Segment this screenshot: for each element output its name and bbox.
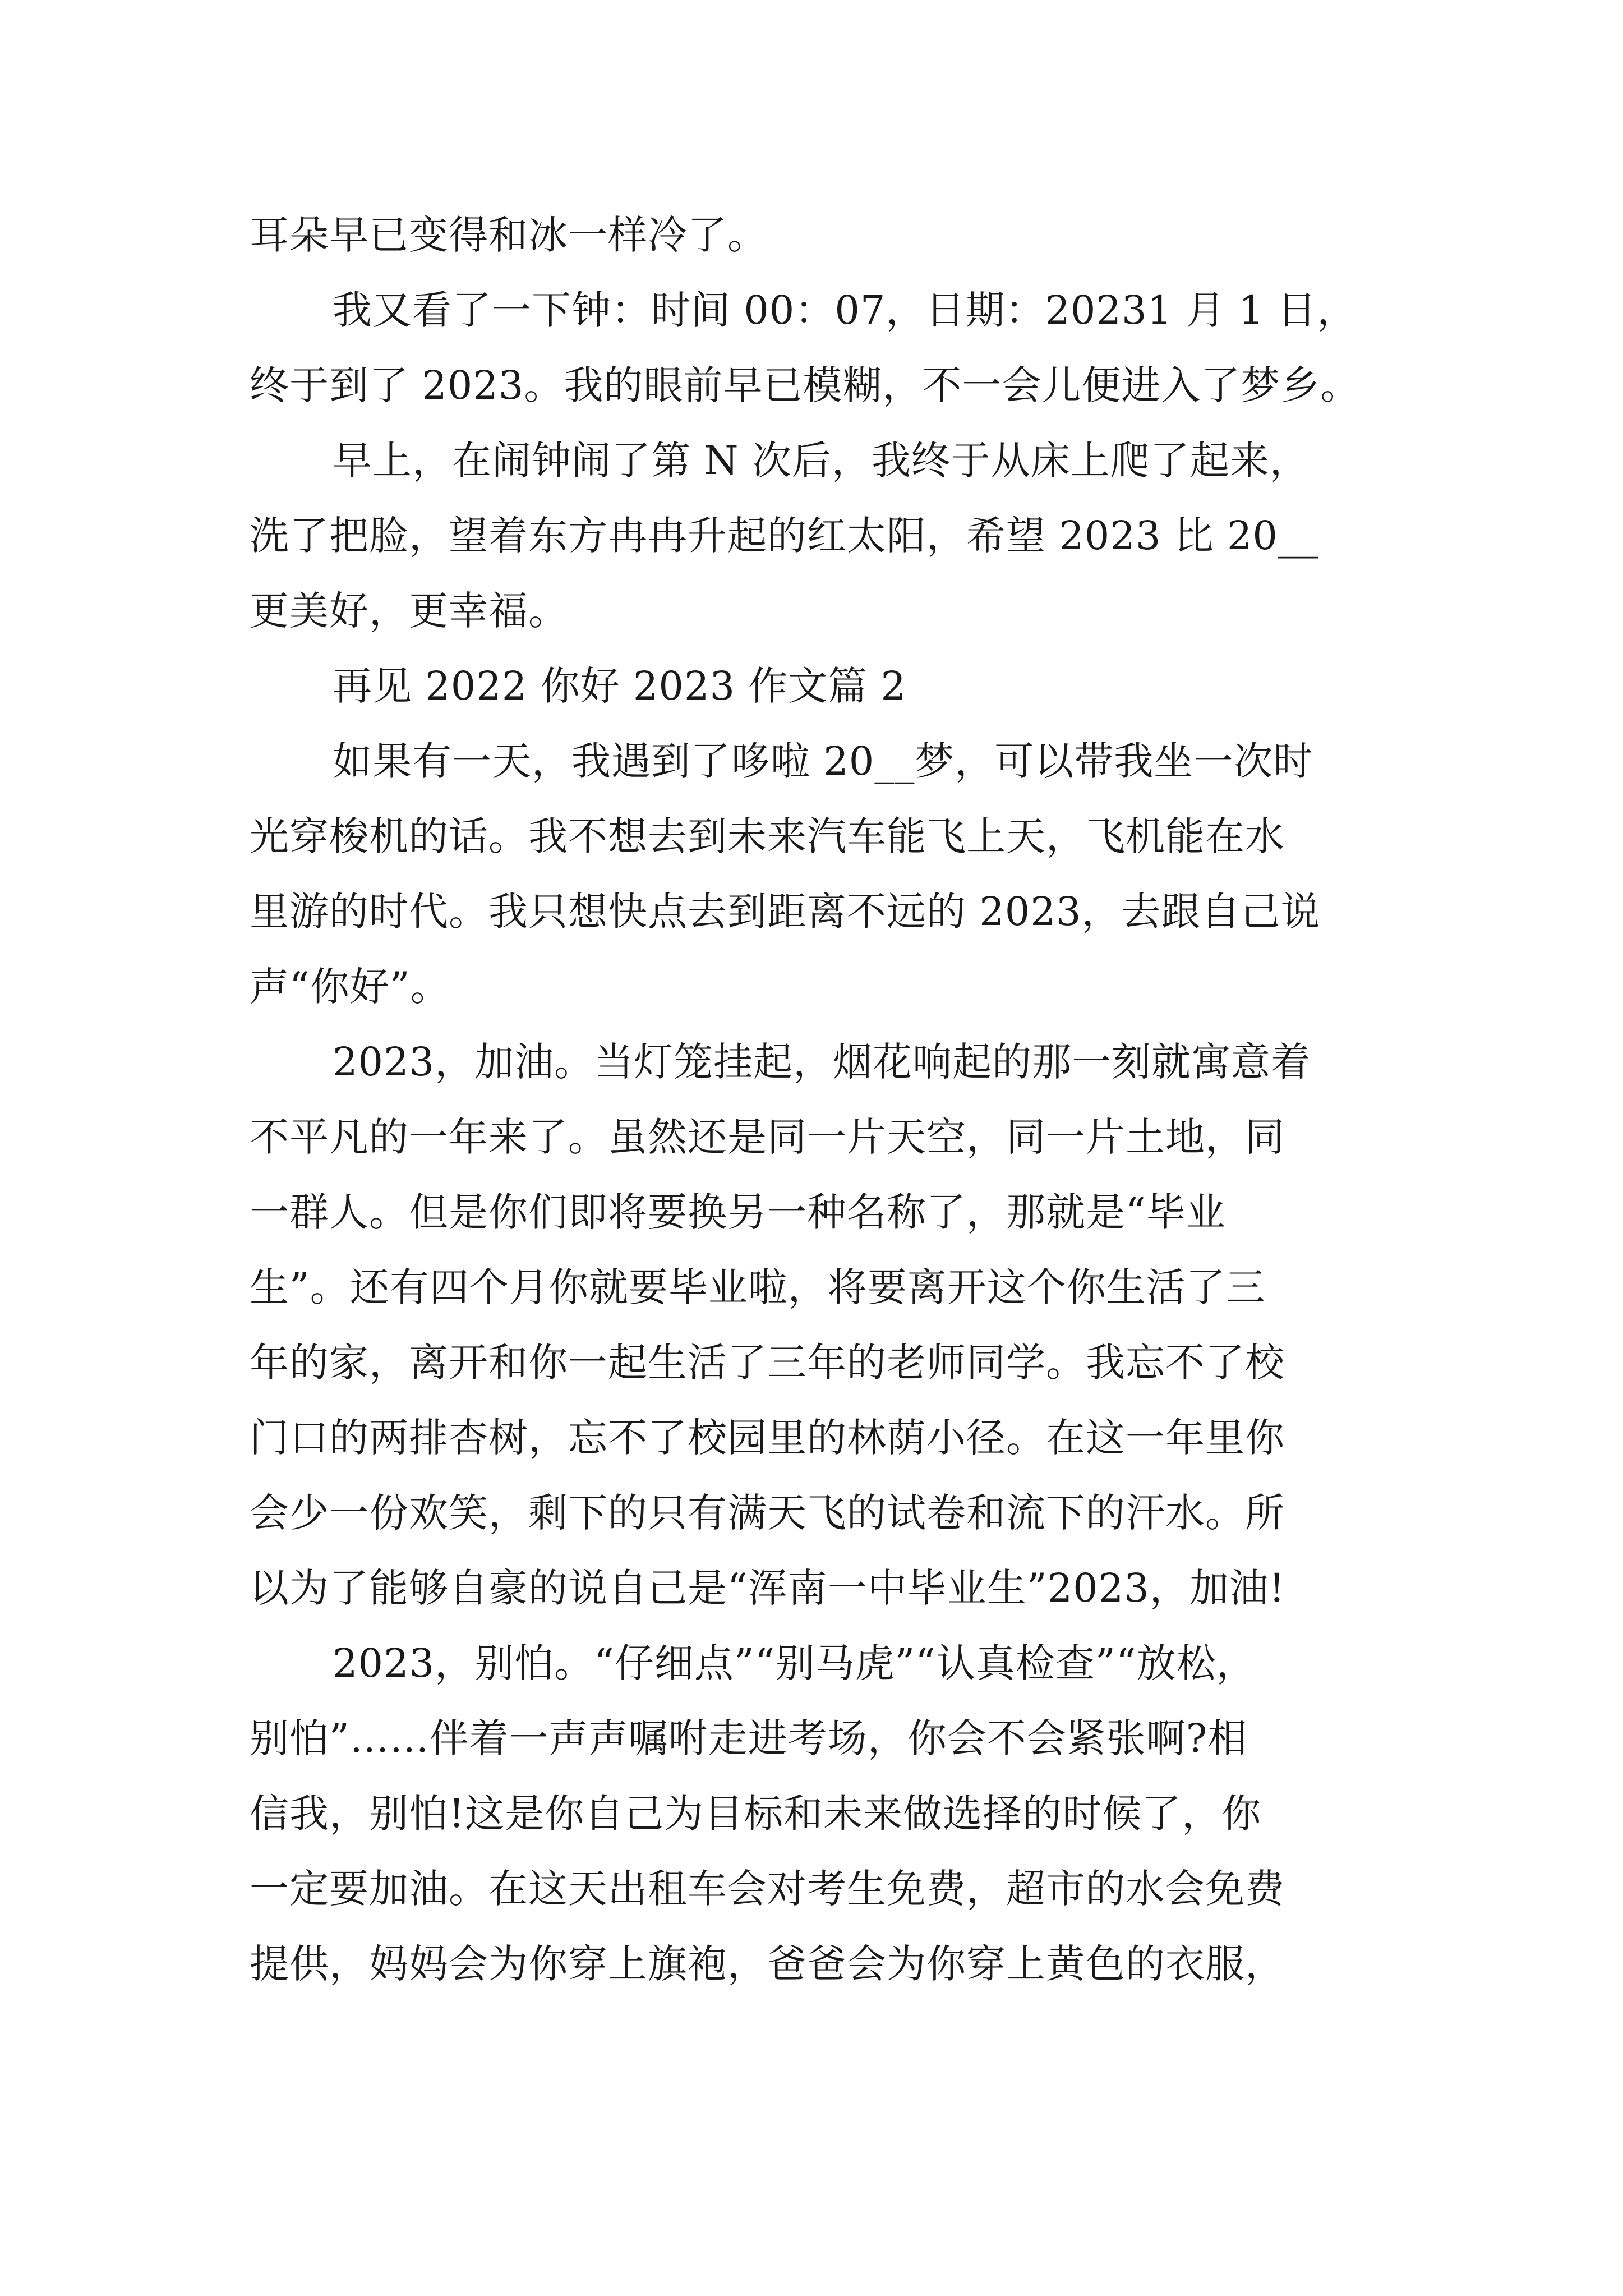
text-line: 门口的两排杏树，忘不了校园里的林荫小径。在这一年里你: [250, 1415, 1285, 1461]
text-line: 2023，别怕。“仔细点”“别马虎”“认真检查”“放松，: [333, 1640, 1256, 1686]
text-line: 生”。还有四个月你就要毕业啦，将要离开这个你生活了三: [250, 1264, 1266, 1310]
text-line: 里游的时代。我只想快点去到距离不远的 2023，去跟自己说: [250, 889, 1321, 935]
text-line: 终于到了 2023。我的眼前早已模糊，不一会儿便进入了梦乡。: [250, 362, 1361, 408]
section-heading: 再见 2022 你好 2023 作文篇 2: [333, 663, 907, 709]
text-line: 信我，别怕!这是你自己为目标和未来做选择的时候了，你: [250, 1791, 1262, 1837]
text-line: 以为了能够自豪的说自己是“浑南一中毕业生”2023，加油!: [250, 1565, 1285, 1611]
text-line: 更美好，更幸福。: [250, 588, 568, 634]
text-line: 别怕”……伴着一声声嘱咐走进考场，你会不会紧张啊?相: [250, 1715, 1248, 1761]
text-line: 2023，加油。当灯笼挂起，烟花响起的那一刻就寓意着: [333, 1039, 1311, 1085]
text-line: 如果有一天，我遇到了哆啦 20__梦，可以带我坐一次时: [333, 738, 1313, 784]
text-line: 声“你好”。: [250, 964, 450, 1010]
text-line: 耳朵早已变得和冰一样冷了。: [250, 212, 767, 258]
text-line: 会少一份欢笑，剩下的只有满天飞的试卷和流下的汗水。所: [250, 1490, 1285, 1536]
text-line: 我又看了一下钟：时间 00：07，日期：20231 月 1 日，: [333, 287, 1357, 333]
text-line: 一群人。但是你们即将要换另一种名称了，那就是“毕业: [250, 1189, 1226, 1235]
text-line: 光穿梭机的话。我不想去到未来汽车能飞上天，飞机能在水: [250, 813, 1285, 859]
text-line: 年的家，离开和你一起生活了三年的老师同学。我忘不了校: [250, 1340, 1285, 1386]
essay-text: [250, 197, 1394, 2001]
text-line: 一定要加油。在这天出租车会对考生免费，超市的水会免费: [250, 1866, 1285, 1912]
text-line: 洗了把脸，望着东方冉冉升起的红太阳，希望 2023 比 20__: [250, 513, 1318, 559]
text-line: 提供，妈妈会为你穿上旗袍，爸爸会为你穿上黄色的衣服，: [250, 1941, 1285, 1987]
text-line: 早上，在闹钟闹了第 N 次后，我终于从床上爬了起来，: [333, 438, 1310, 484]
text-line: 不平凡的一年来了。虽然还是同一片天空，同一片土地，同: [250, 1114, 1285, 1160]
